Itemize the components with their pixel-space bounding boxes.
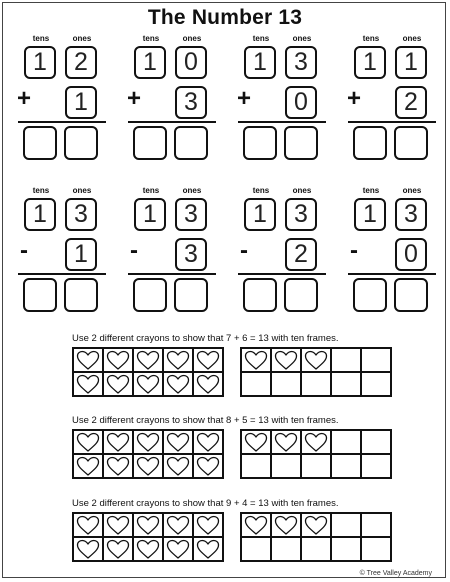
ten-frame-cell[interactable] (103, 430, 133, 454)
ten-frame-cell[interactable] (241, 372, 271, 396)
ten-frame-left (72, 512, 224, 562)
ten-frame-cell[interactable] (331, 430, 361, 454)
ten-frame-cell[interactable] (73, 348, 103, 372)
minus-sign: - (240, 237, 248, 264)
ten-frame-cell[interactable] (241, 537, 271, 561)
ten-frame-right (240, 347, 392, 397)
minus-sign: - (20, 237, 28, 264)
ten-frame-right (240, 512, 392, 562)
tens-label: tens (362, 186, 380, 195)
answer-tens-box[interactable] (133, 278, 167, 312)
plus-sign: + (126, 85, 141, 112)
ones-digit: 3 (285, 198, 317, 231)
answer-ones-box[interactable] (394, 126, 428, 160)
footer-credit: © Tree Valley Academy (359, 570, 432, 577)
heart-icon (136, 432, 160, 453)
problem-card (236, 34, 330, 164)
ten-frame-cell[interactable] (193, 513, 223, 537)
ten-frame-cell[interactable] (103, 454, 133, 478)
problem-card (126, 34, 220, 164)
ten-frame-cell[interactable] (73, 372, 103, 396)
tens-digit: 1 (354, 198, 386, 231)
ten-frame-cell[interactable] (133, 372, 163, 396)
heart-icon (76, 432, 100, 453)
problem-card (16, 34, 110, 164)
ones-digit: 3 (65, 198, 97, 231)
ones-label: ones (182, 34, 202, 43)
addend-digit: 0 (395, 238, 427, 271)
answer-tens-box[interactable] (243, 126, 277, 160)
ten-frame-cell[interactable] (301, 537, 331, 561)
tens-digit: 1 (354, 46, 386, 79)
ten-frame-cell[interactable] (331, 348, 361, 372)
tens-digit: 1 (244, 46, 276, 79)
problem-card (20, 186, 110, 316)
sum-line (238, 273, 326, 275)
heart-icon (244, 350, 268, 371)
ones-digit: 3 (175, 198, 207, 231)
ten-frame-cell[interactable] (301, 348, 331, 372)
sum-line (348, 121, 436, 123)
heart-icon (136, 456, 160, 477)
minus-sign: - (350, 237, 358, 264)
plus-sign: + (346, 85, 361, 112)
ten-frame-cell[interactable] (103, 537, 133, 561)
heart-icon (136, 515, 160, 536)
heart-icon (244, 515, 268, 536)
ten-frame-cell[interactable] (331, 454, 361, 478)
ten-frame-cell[interactable] (301, 513, 331, 537)
heart-icon (274, 515, 298, 536)
sum-line (18, 273, 106, 275)
heart-icon (76, 539, 100, 560)
answer-ones-box[interactable] (174, 278, 208, 312)
tens-label: tens (32, 34, 50, 43)
ten-frame-cell[interactable] (361, 430, 391, 454)
ten-frame-cell[interactable] (271, 454, 301, 478)
ten-frame-cell[interactable] (301, 372, 331, 396)
heart-icon (196, 432, 220, 453)
answer-ones-box[interactable] (284, 278, 318, 312)
ten-frame-cell[interactable] (133, 513, 163, 537)
ten-frame-cell[interactable] (163, 454, 193, 478)
heart-icon (106, 539, 130, 560)
ten-frame-cell[interactable] (241, 513, 271, 537)
ones-label: ones (292, 186, 312, 195)
minus-sign: - (130, 237, 138, 264)
ones-label: ones (402, 34, 422, 43)
tens-label: tens (362, 34, 380, 43)
sum-line (238, 121, 326, 123)
heart-icon (136, 350, 160, 371)
ten-frame-cell[interactable] (271, 372, 301, 396)
ten-frame-cell[interactable] (163, 430, 193, 454)
ten-frame-right (240, 429, 392, 479)
heart-icon (196, 350, 220, 371)
heart-icon (244, 432, 268, 453)
heart-icon (76, 515, 100, 536)
ten-frame-cell[interactable] (193, 454, 223, 478)
tens-label: tens (142, 186, 160, 195)
heart-icon (196, 539, 220, 560)
ten-frame-cell[interactable] (103, 348, 133, 372)
heart-icon (106, 432, 130, 453)
addend-digit: 3 (175, 238, 207, 271)
ten-frame-left (72, 429, 224, 479)
ten-frame-cell[interactable] (361, 372, 391, 396)
heart-icon (106, 456, 130, 477)
addend-digit: 0 (285, 86, 317, 119)
ten-frame-cell[interactable] (133, 430, 163, 454)
addend-digit: 1 (65, 86, 97, 119)
ones-label: ones (72, 34, 92, 43)
ten-frame-cell[interactable] (331, 372, 361, 396)
ones-digit: 3 (395, 198, 427, 231)
ten-frame-cell[interactable] (73, 430, 103, 454)
ten-frame-cell[interactable] (301, 454, 331, 478)
heart-icon (76, 350, 100, 371)
answer-tens-box[interactable] (353, 126, 387, 160)
ones-label: ones (292, 34, 312, 43)
ten-frame-cell[interactable] (271, 537, 301, 561)
heart-icon (76, 374, 100, 395)
ten-frame-cell[interactable] (103, 372, 133, 396)
ten-frame-cell[interactable] (331, 537, 361, 561)
tens-label: tens (142, 34, 160, 43)
ten-frame-cell[interactable] (73, 454, 103, 478)
heart-icon (76, 456, 100, 477)
tens-label: tens (252, 186, 270, 195)
heart-icon (106, 350, 130, 371)
ten-frame-cell[interactable] (163, 537, 193, 561)
tens-label: tens (32, 186, 50, 195)
sum-line (128, 121, 216, 123)
ten-frame-instruction: Use 2 different crayons to show that 7 + 6 = 13 with ten frames. (72, 333, 339, 344)
ten-frame-cell[interactable] (361, 513, 391, 537)
sum-line (128, 273, 216, 275)
ten-frame-cell[interactable] (73, 537, 103, 561)
ten-frame-cell[interactable] (133, 537, 163, 561)
heart-icon (166, 539, 190, 560)
ones-label: ones (72, 186, 92, 195)
heart-icon (166, 350, 190, 371)
ten-frame-cell[interactable] (271, 513, 301, 537)
ten-frame-cell[interactable] (271, 348, 301, 372)
ten-frame-cell[interactable] (103, 513, 133, 537)
ones-digit: 1 (395, 46, 427, 79)
ten-frame-cell[interactable] (301, 430, 331, 454)
ten-frame-cell[interactable] (361, 454, 391, 478)
heart-icon (196, 515, 220, 536)
ten-frame-cell[interactable] (193, 372, 223, 396)
heart-icon (166, 515, 190, 536)
answer-ones-box[interactable] (64, 278, 98, 312)
ten-frame-cell[interactable] (241, 348, 271, 372)
ten-frame-cell[interactable] (271, 430, 301, 454)
ten-frame-cell[interactable] (193, 348, 223, 372)
page-title: The Number 13 (147, 6, 303, 29)
heart-icon (304, 432, 328, 453)
ones-label: ones (402, 186, 422, 195)
sum-line (18, 121, 106, 123)
heart-icon (166, 432, 190, 453)
heart-icon (274, 350, 298, 371)
heart-icon (304, 515, 328, 536)
tens-digit: 1 (134, 46, 166, 79)
ten-frame-instruction: Use 2 different crayons to show that 9 + 4 = 13 with ten frames. (72, 498, 339, 509)
ones-digit: 2 (65, 46, 97, 79)
ten-frame-cell[interactable] (163, 372, 193, 396)
answer-ones-box[interactable] (394, 278, 428, 312)
addend-digit: 3 (175, 86, 207, 119)
ten-frame-cell[interactable] (133, 454, 163, 478)
problem-card (130, 186, 220, 316)
heart-icon (136, 374, 160, 395)
problem-card (240, 186, 330, 316)
answer-tens-box[interactable] (23, 278, 57, 312)
ten-frame-cell[interactable] (163, 513, 193, 537)
heart-icon (304, 350, 328, 371)
plus-sign: + (236, 85, 251, 112)
ones-digit: 0 (175, 46, 207, 79)
problem-card (346, 34, 440, 164)
heart-icon (166, 374, 190, 395)
tens-digit: 1 (24, 198, 56, 231)
answer-tens-box[interactable] (243, 278, 277, 312)
addend-digit: 1 (65, 238, 97, 271)
tens-label: tens (252, 34, 270, 43)
plus-sign: + (16, 85, 31, 112)
ten-frame-cell[interactable] (73, 513, 103, 537)
problem-card (350, 186, 440, 316)
answer-ones-box[interactable] (174, 126, 208, 160)
tens-digit: 1 (134, 198, 166, 231)
tens-digit: 1 (24, 46, 56, 79)
ten-frame-cell[interactable] (361, 348, 391, 372)
tens-digit: 1 (244, 198, 276, 231)
heart-icon (136, 539, 160, 560)
ten-frame-cell[interactable] (133, 348, 163, 372)
ones-label: ones (182, 186, 202, 195)
heart-icon (106, 515, 130, 536)
ten-frame-cell[interactable] (163, 348, 193, 372)
answer-ones-box[interactable] (284, 126, 318, 160)
addend-digit: 2 (285, 238, 317, 271)
ten-frame-cell[interactable] (193, 537, 223, 561)
ten-frame-cell[interactable] (361, 537, 391, 561)
heart-icon (274, 432, 298, 453)
answer-tens-box[interactable] (23, 126, 57, 160)
ten-frame-instruction: Use 2 different crayons to show that 8 + 5 = 13 with ten frames. (72, 415, 339, 426)
heart-icon (196, 374, 220, 395)
answer-ones-box[interactable] (64, 126, 98, 160)
ones-digit: 3 (285, 46, 317, 79)
ten-frame-cell[interactable] (241, 430, 271, 454)
heart-icon (196, 456, 220, 477)
ten-frame-cell[interactable] (193, 430, 223, 454)
ten-frame-cell[interactable] (331, 513, 361, 537)
answer-tens-box[interactable] (353, 278, 387, 312)
ten-frame-cell[interactable] (241, 454, 271, 478)
heart-icon (166, 456, 190, 477)
addend-digit: 2 (395, 86, 427, 119)
ten-frame-left (72, 347, 224, 397)
heart-icon (106, 374, 130, 395)
sum-line (348, 273, 436, 275)
answer-tens-box[interactable] (133, 126, 167, 160)
